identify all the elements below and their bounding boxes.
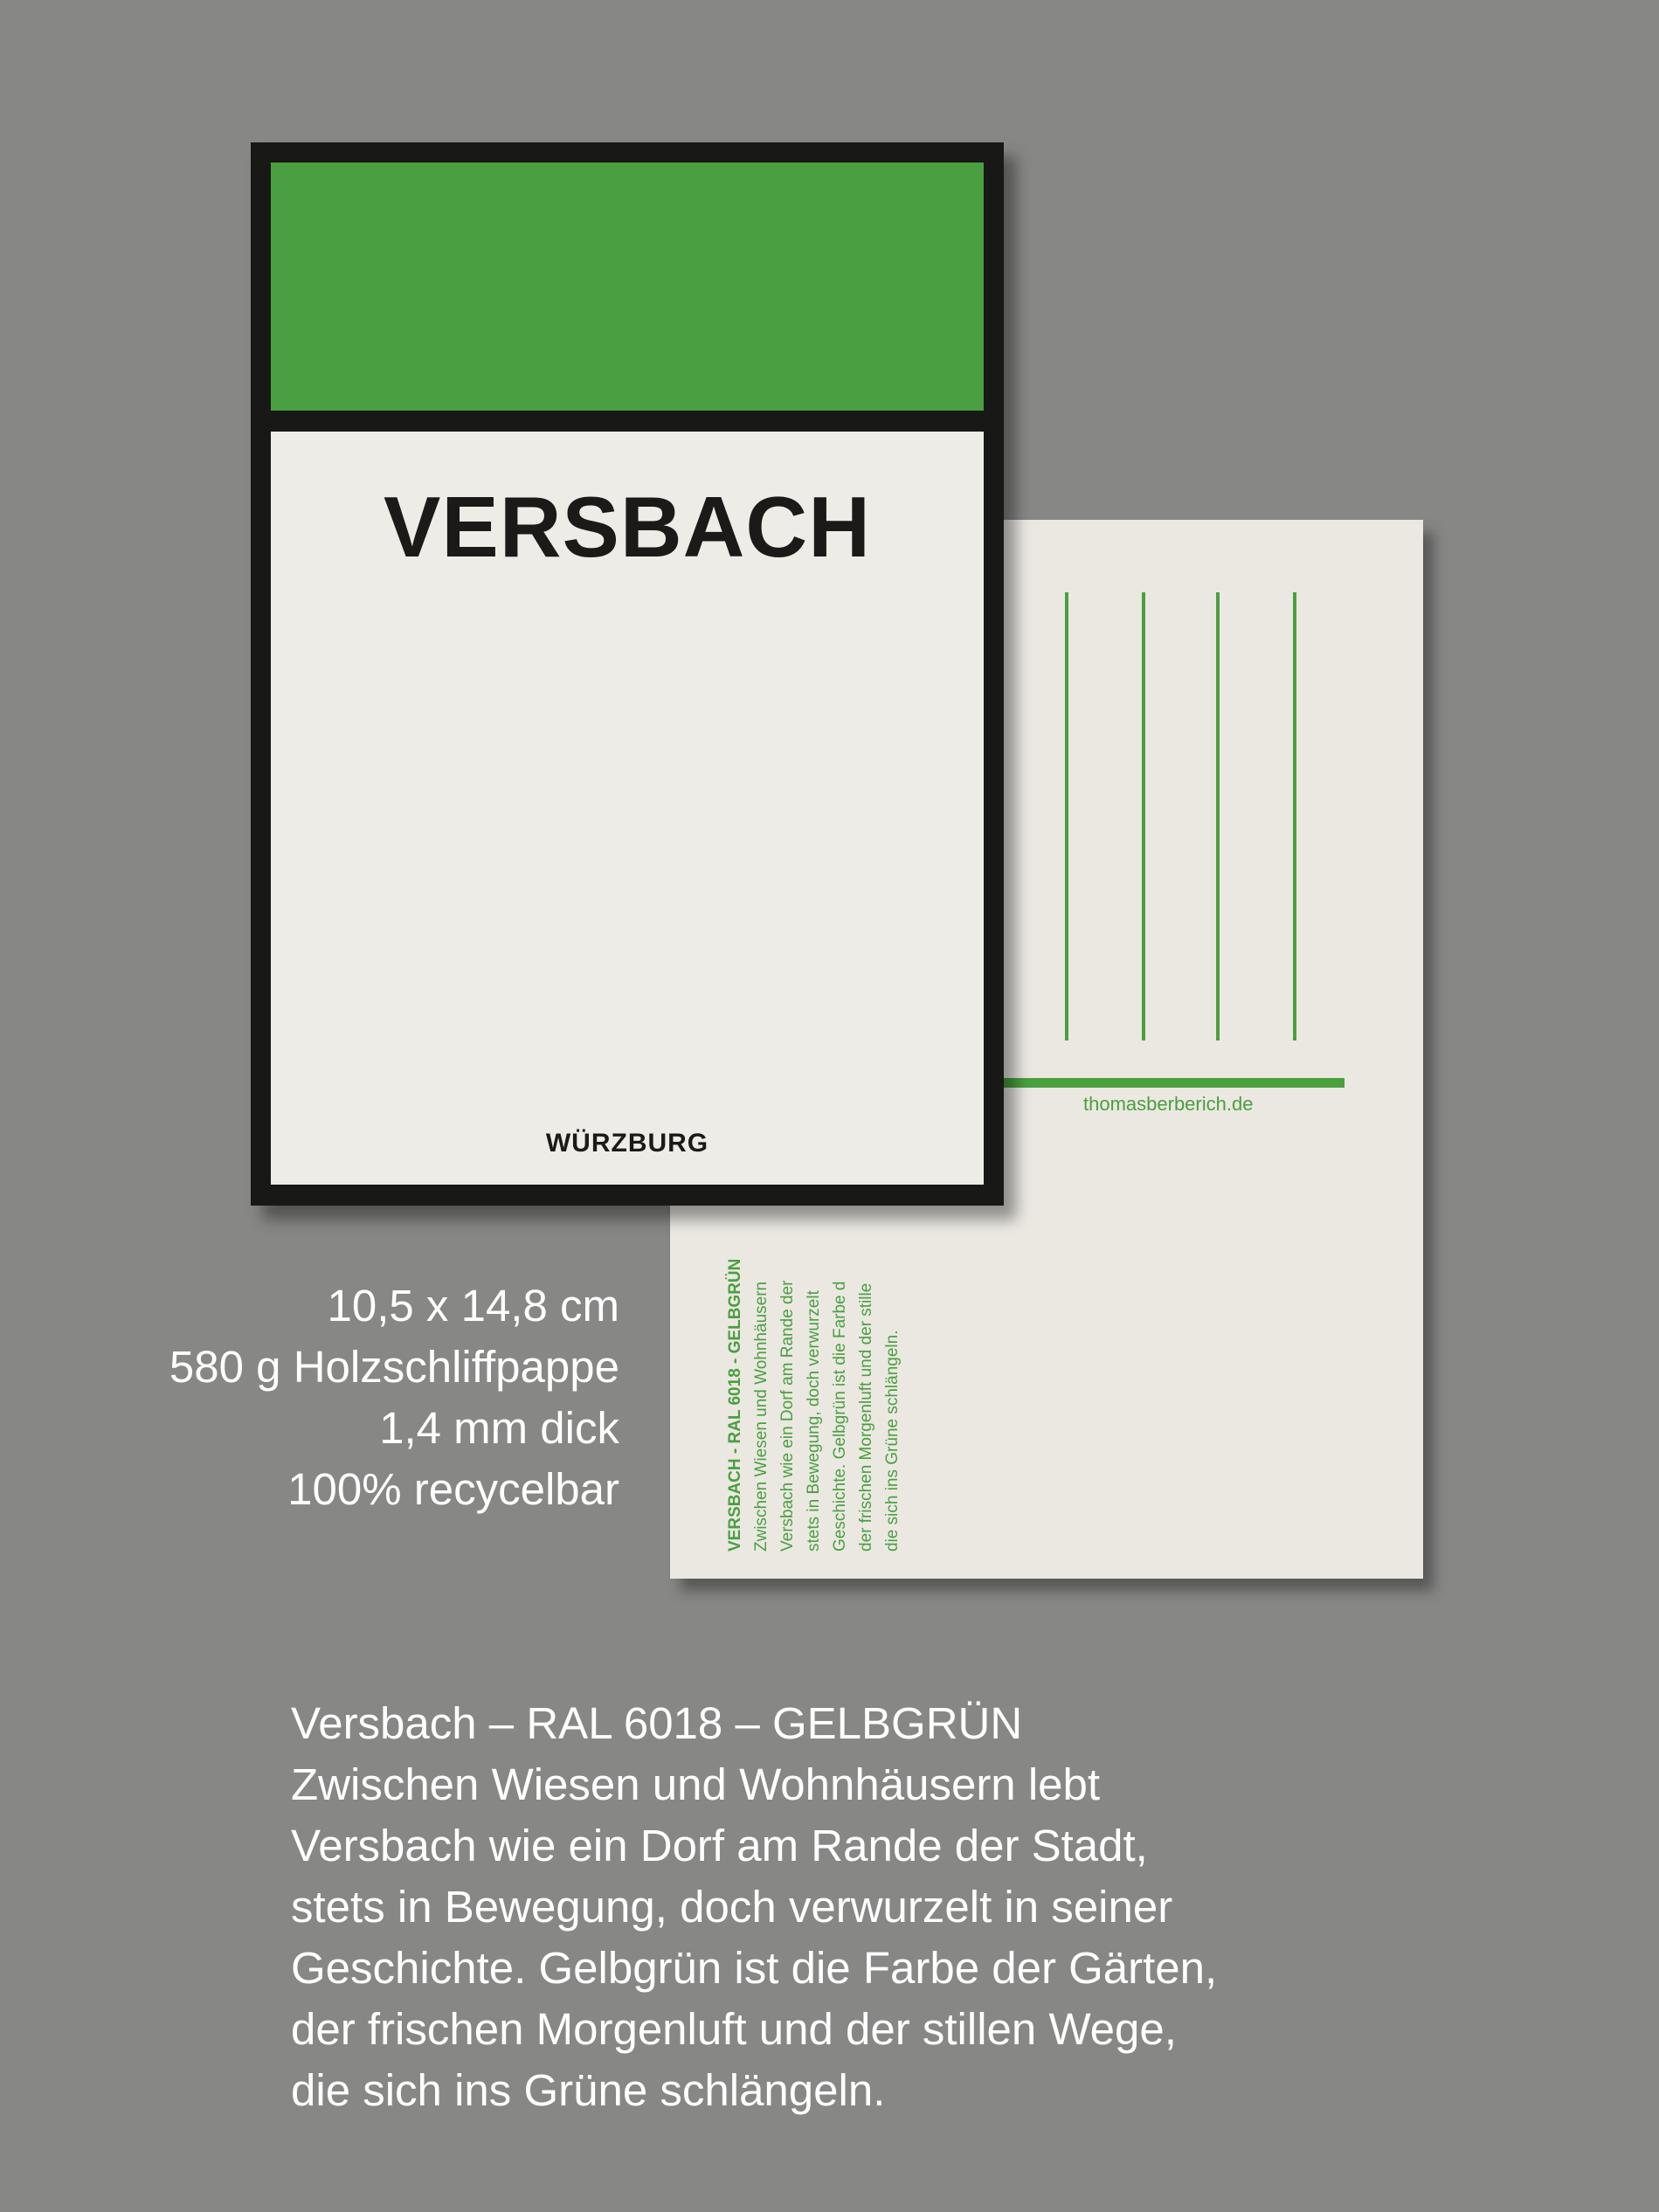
- description-line: Versbach – RAL 6018 – GELBGRÜN: [291, 1698, 1023, 1748]
- website-text: thomasberberich.de: [1083, 1093, 1254, 1115]
- vertical-line: Zwischen Wiesen und Wohnhäusern: [752, 1281, 771, 1552]
- vertical-line: stets in Bewegung, doch verwurzelt: [805, 1290, 823, 1552]
- spec-line: 10,5 x 14,8 cm: [327, 1281, 619, 1331]
- stamp-guide-line: [1293, 592, 1296, 1040]
- vertical-line: die sich ins Grüne schlängeln.: [883, 1330, 902, 1552]
- spec-line: 1,4 mm dick: [379, 1403, 619, 1453]
- vertical-line: Versbach wie ein Dorf am Rande der: [778, 1280, 797, 1552]
- address-line: [999, 1078, 1344, 1088]
- color-band: [271, 162, 984, 411]
- stamp-guide-line: [1142, 592, 1145, 1040]
- description-line: Zwischen Wiesen und Wohnhäusern lebt: [291, 1759, 1101, 1809]
- spec-line: 100% recycelbar: [287, 1464, 619, 1514]
- vertical-line: der frischen Morgenluft und der stille: [857, 1282, 875, 1552]
- description-line: stets in Bewegung, doch verwurzelt in seiner: [291, 1882, 1173, 1932]
- vertical-title: VERSBACH - RAL 6018 - GELBGRÜN: [726, 1258, 744, 1552]
- spec-line: 580 g Holzschliffpappe: [169, 1342, 619, 1392]
- stamp-guide-line: [1216, 592, 1220, 1040]
- vertical-line: Geschichte. Gelbgrün ist die Farbe d: [831, 1281, 849, 1552]
- description-block: [291, 1693, 1217, 2121]
- description-line: Versbach wie ein Dorf am Rande der Stadt,: [291, 1821, 1148, 1870]
- vertical-description: [722, 1202, 902, 1552]
- description-line: Geschichte. Gelbgrün ist die Farbe der Gärten,: [291, 1943, 1218, 1993]
- description-line: die sich ins Grüne schlängeln.: [291, 2065, 886, 2115]
- card-subtitle: WÜRZBURG: [545, 1129, 709, 1158]
- specs-block: [169, 1275, 619, 1520]
- card-body: [271, 432, 984, 1185]
- postcard-front: [251, 142, 1004, 1206]
- description-line: der frischen Morgenluft und der stillen Wege,: [291, 2004, 1177, 2054]
- stamp-guide-line: [1065, 592, 1068, 1040]
- card-title: VERSBACH: [384, 479, 871, 575]
